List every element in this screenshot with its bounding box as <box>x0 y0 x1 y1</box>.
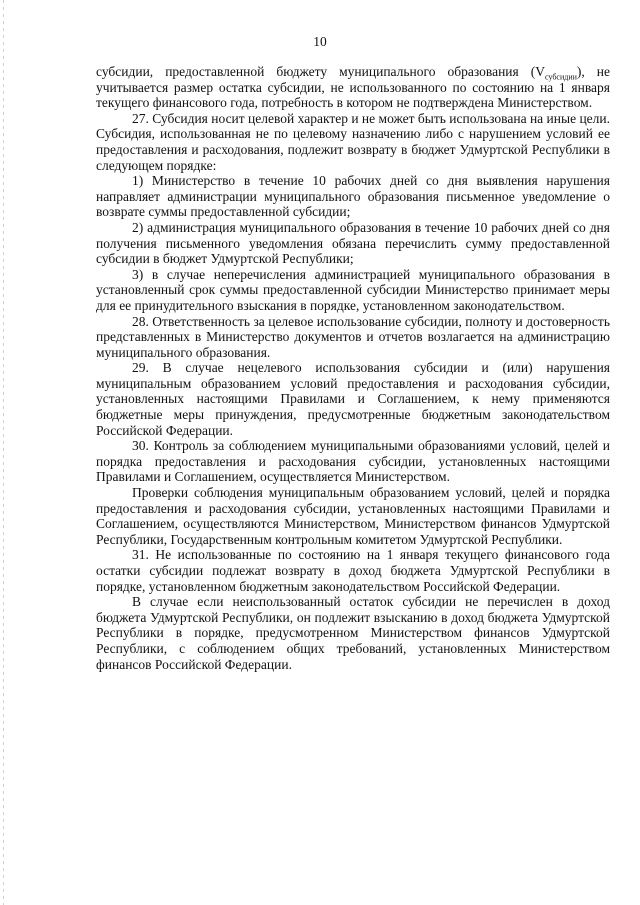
subscript-text: субсидии <box>545 72 577 82</box>
paragraph-30: 30. Контроль за соблюдением муниципальными образованиями условий, целей и порядка предоставления и расходования субсидии, установленных настоящими Правилами и Соглашением, осуществляется Министерством. <box>96 438 610 485</box>
paragraph-31: 31. Не использованные по состоянию на 1 января текущего финансового года остатки субсидии подлежат возврату в доход бюджета Удмуртской Республики в порядке, установленном бюджетным законодательством Российской Федерации. <box>96 547 610 594</box>
scan-edge-divider <box>3 0 4 905</box>
paragraph-28: 28. Ответственность за целевое использование субсидии, полноту и достоверность представленных в Министерство документов и отчетов возлагается на администрацию муниципального образования. <box>96 313 610 360</box>
page-number: 10 <box>313 34 327 49</box>
paragraph-29: 29. В случае нецелевого использования субсидии и (или) нарушения муниципальным образованием условий предоставления и расходования субсидии, установленных настоящими Правилами и Соглашением, к нему применяются бюджетные меры принуждения, предусмотренные бюджетным законодательством Российской Федерации. <box>96 360 610 438</box>
paragraph-text-tail: ), не учитывается размер остатка субсидии, не использованного по состоянию на 1 января текущего финансового года, потребность в котором не подтверждена Министерством. <box>96 64 610 111</box>
paragraph-text: субсидии, предоставленной бюджету муниципального образования (V <box>96 64 545 79</box>
paragraph-27-item-3: 3) в случае неперечисления администрацией муниципального образования в установленный срок суммы предоставленной субсидии Министерство принимает меры для ее принудительного взыскания в порядке, установленном законодательством. <box>96 266 610 313</box>
paragraph-31-recovery: В случае если неиспользованный остаток субсидии не перечислен в доход бюджета Удмуртской Республики, он подлежит взысканию в доход бюджета Удмуртской Республики в порядке, предусмотренном Министерством финансов Удмуртской Республики, с соблюдением общих требований, установленных Министерством финансов Российской Федерации. <box>96 594 610 672</box>
paragraph-30-checks: Проверки соблюдения муниципальным образованием условий, целей и порядка предоставления и расходования субсидии, установленных настоящими Правилами и Соглашением, осуществляются Министерством, Министерством финансов Удмуртской Республики, Государственным контрольным комитетом Удмуртской Республики. <box>96 485 610 547</box>
document-body <box>96 64 610 672</box>
paragraph-27: 27. Субсидия носит целевой характер и не может быть использована на иные цели. Субсидия, использованная не по целевому назначению либо с нарушением условий ее предоставления и расходования, подлежит возврату в бюджет Удмуртской Республики в следующем порядке: <box>96 110 610 173</box>
paragraph-27-item-2: 2) администрация муниципального образования в течение 10 рабочих дней со дня получения письменного уведомления обязана перечислить сумму предоставленной субсидии в бюджет Удмуртской Республики; <box>96 219 610 267</box>
paragraph-27-item-1: 1) Министерство в течение 10 рабочих дней со дня выявления нарушения направляет администрации муниципального образования письменное уведомление о возврате суммы предоставленной субсидии; <box>96 173 610 220</box>
paragraph-continuation <box>96 64 610 111</box>
